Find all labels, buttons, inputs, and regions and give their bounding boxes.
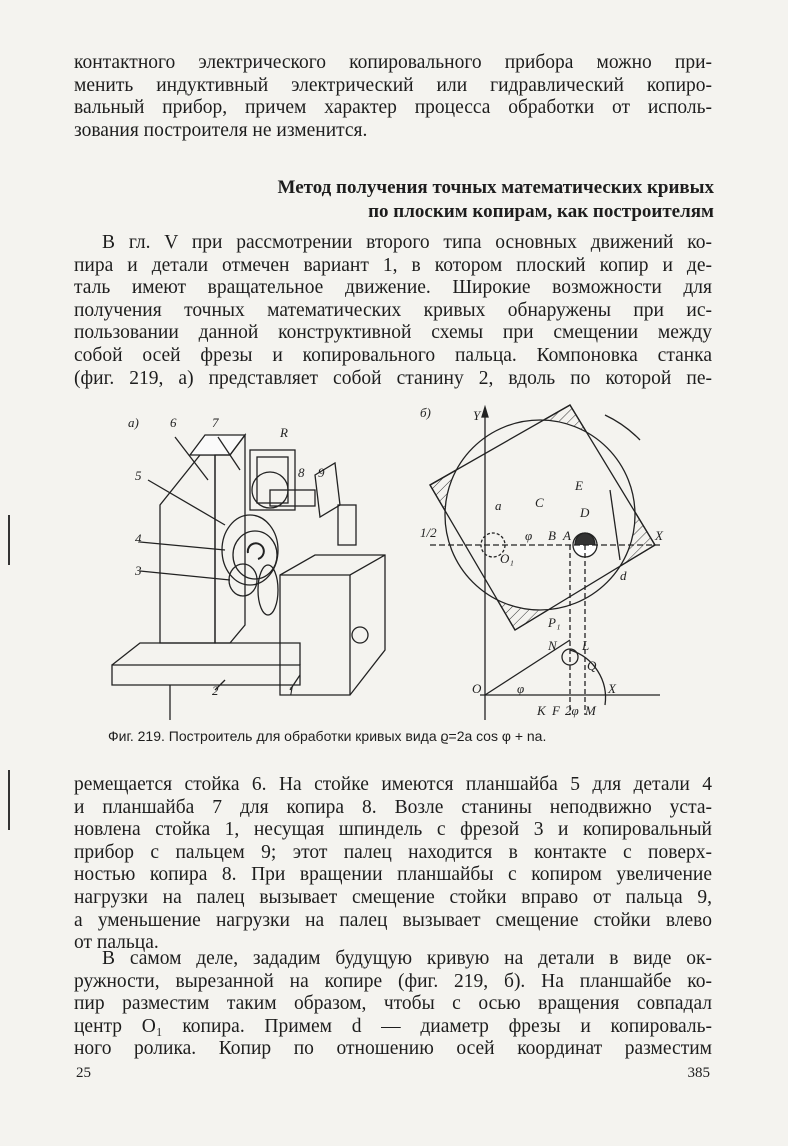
figure-label: L — [582, 638, 590, 653]
text-line: ружности, вырезанной на копире (фиг. 219, б). На планшайбе ко- — [74, 970, 712, 992]
text-line: (фиг. 219, а) представляет собой станину 2, вдоль по которой пе- — [74, 367, 712, 389]
figure-caption: Фиг. 219. Построитель для обработки кривых вида ϱ=2a cos φ + na. — [108, 728, 547, 744]
figure-label: O — [472, 681, 482, 696]
figure-label: 2φ — [565, 703, 579, 718]
text-line: вальный прибор, причем характер процесса обработки от исполь- — [74, 97, 712, 119]
text-line: а уменьшение нагрузки на палец вызывает смещение стойки влево — [74, 909, 712, 931]
machine-bed-top — [112, 643, 300, 665]
figure-label: φ — [517, 681, 525, 696]
text-line: пир разместим таким образом, чтобы с осью вращения совпадал — [74, 993, 712, 1015]
page-number: 385 — [687, 1065, 710, 1081]
figure-label: d — [620, 568, 627, 583]
figure-label: a — [495, 498, 502, 513]
text-line: от пальца. — [74, 932, 159, 954]
figure-label: K — [537, 703, 546, 718]
figure-label: 5 — [135, 468, 142, 483]
text-line: ностью копира 8. При вращении планшайбы с копиром увеличение — [74, 864, 712, 886]
figure-label: 4 — [135, 531, 142, 546]
text-line: В гл. V при рассмотрении второго типа основных движений ко- — [102, 232, 712, 253]
figure-label: б) — [420, 405, 431, 420]
figure-219 — [100, 395, 720, 725]
figure-label: C — [535, 495, 544, 510]
figure-panel-a — [112, 415, 385, 720]
text-line: нагрузки на палец вызывает смещение стойки вправо от пальца 9, — [74, 886, 712, 908]
text-line: новлена стойка 1, несущая шпиндель с фрезой 3 и копировальный — [74, 819, 712, 841]
figure-label: E — [575, 478, 583, 493]
figure-label: 7 — [212, 415, 219, 430]
text-line: контактного электрического копировального прибора можно при- — [74, 52, 712, 73]
figure-label: 1 — [288, 683, 295, 698]
intro-paragraph — [74, 52, 712, 142]
paragraph-1 — [74, 232, 712, 390]
column-1 — [280, 555, 385, 695]
figure-label: N — [548, 638, 557, 653]
figure-label: а) — [128, 415, 139, 430]
text-line: таль имеют вращательное движение. Широкие возможности для — [74, 277, 712, 299]
text-line: пира и детали отмечен вариант 1, в котором плоский копир и де- — [74, 254, 712, 276]
text-line: зования построителя не изменится. — [74, 119, 368, 141]
machine-bed — [112, 665, 300, 685]
margin-mark — [8, 770, 10, 830]
figure-label: Q — [587, 658, 597, 673]
section-title-line: Метод получения точных математических кривых — [277, 177, 714, 198]
text-line: пользовании данной конструктивной схемы при смещении между — [74, 322, 712, 344]
section-title-line: по плоским копирам, как построителям — [368, 201, 714, 222]
figure-label: 2 — [212, 683, 219, 698]
figure-label: A — [563, 528, 571, 543]
text-line: прибор с пальцем 9; этот палец находится в контакте с поверх- — [74, 841, 712, 863]
figure-panel-b — [420, 405, 664, 720]
section-title — [154, 176, 714, 224]
figure-label: D — [580, 505, 590, 520]
paragraph-3 — [74, 948, 712, 1061]
paragraph-2 — [74, 774, 712, 955]
figure-label: φ — [525, 528, 533, 543]
text-line: получения точных математических кривых обнаружены при ис- — [74, 299, 712, 321]
figure-label: B — [548, 528, 556, 543]
text-line: В самом деле, зададим будущую кривую на детали в виде ок- — [102, 948, 712, 969]
signature-mark: 25 — [76, 1065, 91, 1081]
figure-label: P₁ — [548, 615, 561, 630]
figure-label: 6 — [170, 415, 177, 430]
figure-label: 1/2 — [420, 525, 437, 540]
text-line: собой осей фрезы и копировального пальца. Компоновка станка — [74, 344, 712, 366]
figure-label: X — [608, 681, 616, 696]
text-line: центр O₁ копира. Примем d — диаметр фрезы и копироваль- — [74, 1015, 712, 1037]
figure-label: O₁ — [500, 551, 514, 566]
text-line: ного ролика. Копир по отношению осей координат разместим — [74, 1038, 712, 1060]
figure-label: 8 — [298, 465, 305, 480]
figure-label: F — [552, 703, 560, 718]
text-line: ремещается стойка 6. На стойке имеются планшайба 5 для детали 4 — [74, 774, 712, 795]
cutter-3 — [229, 564, 257, 596]
text-line: и планшайба 7 для копира 8. Возле станины неподвижно уста- — [74, 796, 712, 818]
copier-plate — [430, 405, 655, 630]
figure-label: Y — [473, 408, 481, 423]
margin-mark — [8, 515, 10, 565]
figure-label: M — [585, 703, 596, 718]
column-6 — [160, 455, 215, 643]
figure-label: X — [655, 528, 663, 543]
figure-label: R — [280, 425, 288, 440]
figure-label: 9 — [318, 465, 325, 480]
figure-label: 3 — [135, 563, 142, 578]
text-line: менить индуктивный электрический или гидравлический копиро- — [74, 74, 712, 96]
